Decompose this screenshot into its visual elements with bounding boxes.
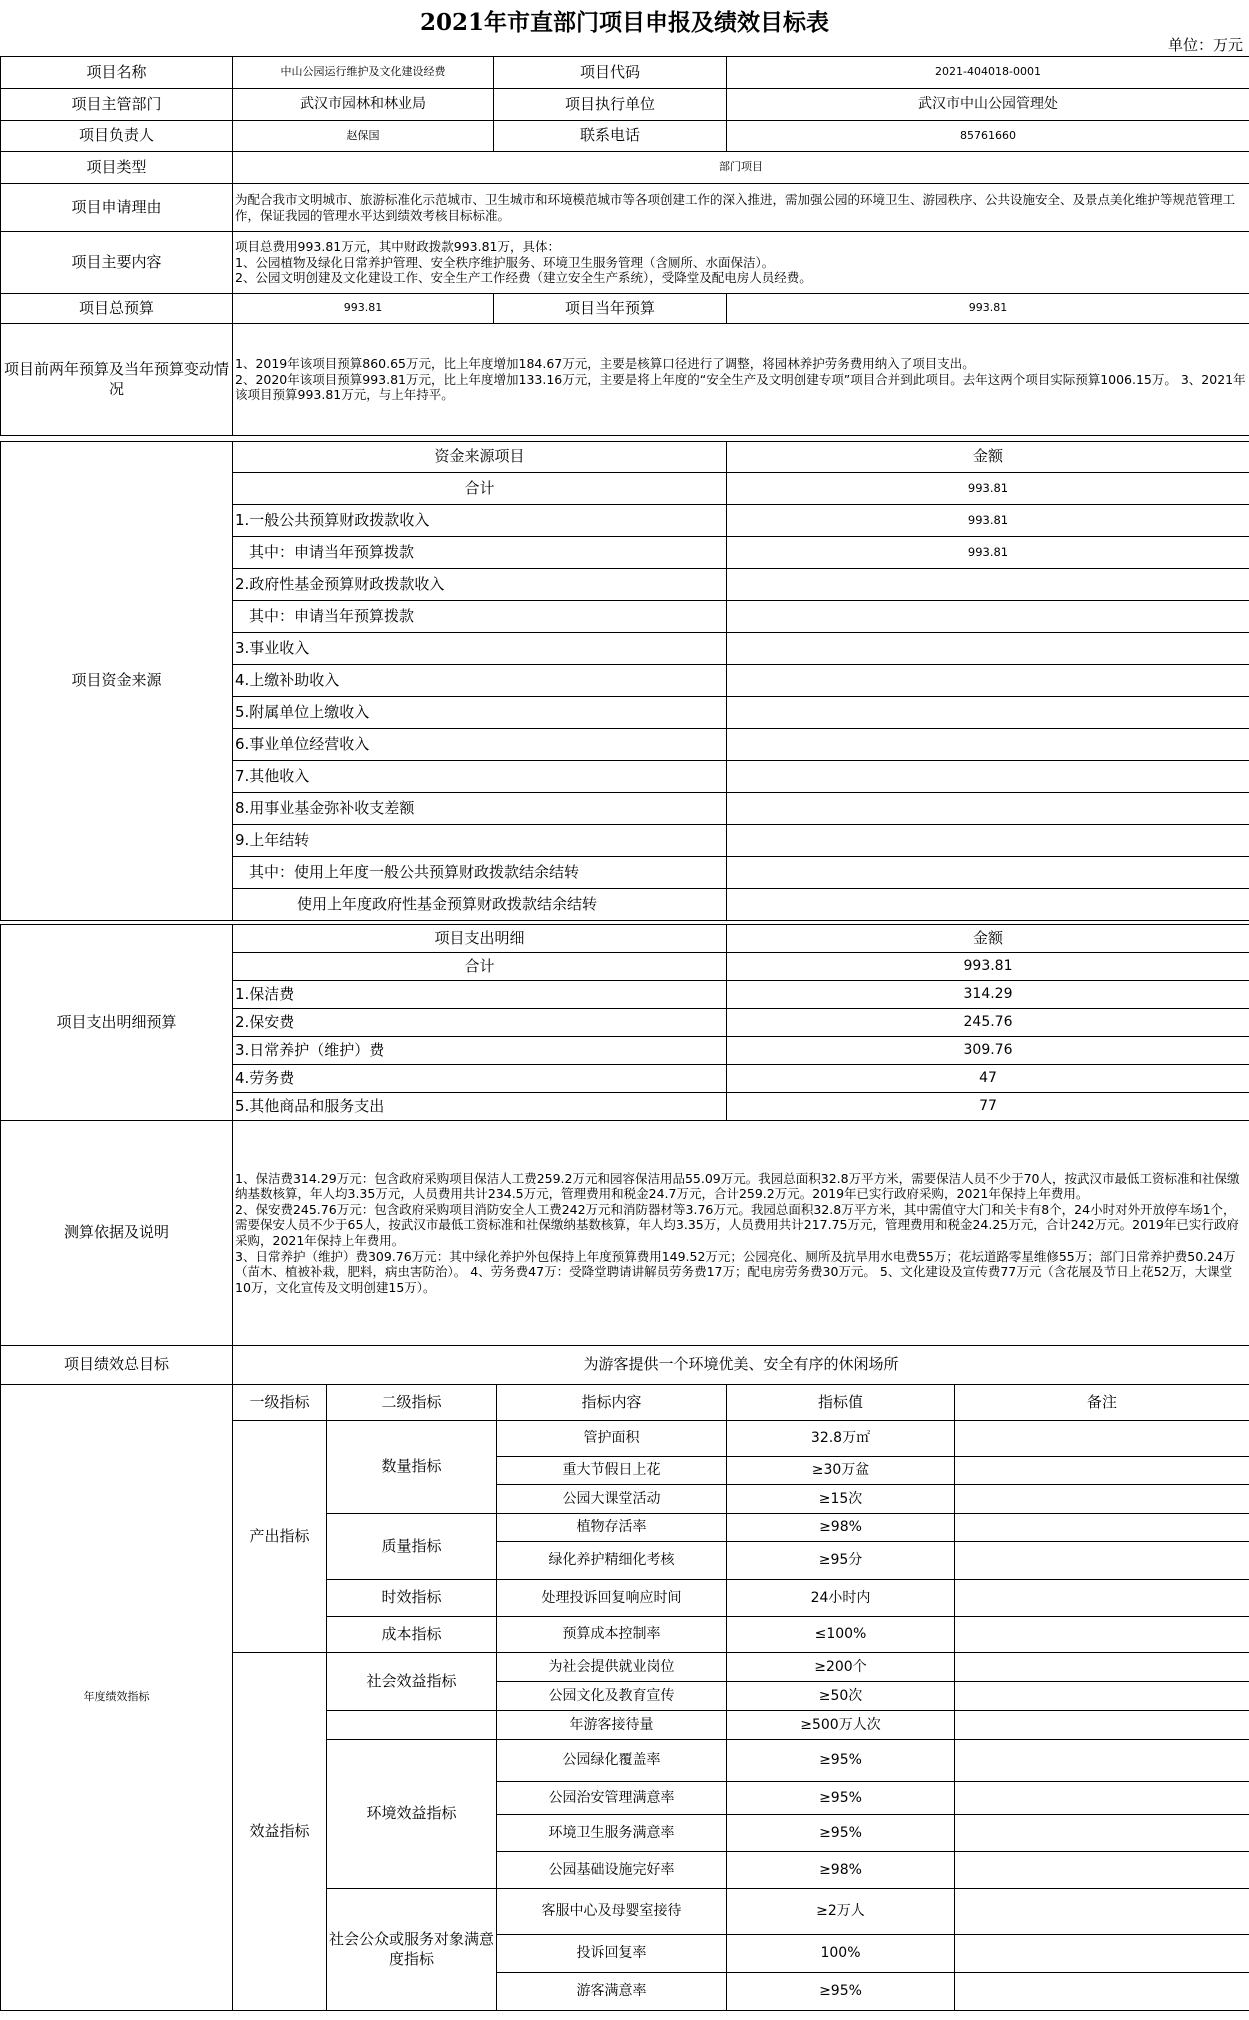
indicator-value: 32.8万㎡ [727,1421,955,1457]
exec-value: 武汉市中山公园管理处 [727,89,1249,121]
expense-amount: 245.76 [727,1009,1249,1037]
project-info-table [0,56,1249,436]
indicator-content: 年游客接待量 [497,1711,727,1740]
budget-label: 项目总预算 [1,294,233,324]
level2-quantity: 数量指标 [327,1421,497,1514]
funding-header-item: 资金来源项目 [233,442,727,473]
indicator-note [955,1653,1249,1682]
funding-item: 6.事业单位经营收入 [233,729,727,761]
content-label: 项目主要内容 [1,232,233,294]
header-value: 指标值 [727,1385,955,1421]
phone-label: 联系电话 [494,121,727,152]
indicator-value: ≥98% [727,1852,955,1889]
funding-amount [727,729,1249,761]
level2-empty [327,1711,497,1740]
code-value: 2021-404018-0001 [727,57,1249,89]
funding-amount [727,601,1249,633]
funding-amount [727,665,1249,697]
expense-header-amount: 金额 [727,925,1249,953]
funding-item: 8.用事业基金弥补收支差额 [233,793,727,825]
expense-item: 5.其他商品和服务支出 [233,1093,727,1121]
content-value: 项目总费用993.81万元，其中财政拨款993.81万，具体： 1、公园植物及绿化日常养护管理、安全秩序维护服务、环境卫生服务管理（含厕所、水面保洁）。 2、公园文明创建及文化建设工作、安全生产工作经费（建立安全生产系统），受降堂及配电房人员经费。 [233,232,1249,294]
indicators-table [0,1384,1249,2011]
funding-item: 合计 [233,473,727,505]
expense-item: 合计 [233,953,727,981]
expense-table [0,924,1249,1121]
funding-item: 其中：申请当年预算拨款 [233,537,727,569]
expense-label: 项目支出明细预算 [1,925,233,1121]
indicator-value: ≥30万盆 [727,1457,955,1485]
indicator-note [955,1711,1249,1740]
indicator-value: ≥98% [727,1514,955,1542]
phone-value: 85761660 [727,121,1249,152]
type-label: 项目类型 [1,152,233,184]
indicator-value: ≤100% [727,1617,955,1653]
indicator-content: 公园绿化覆盖率 [497,1740,727,1782]
expense-amount: 47 [727,1065,1249,1093]
indicator-note [955,1782,1249,1815]
funding-item: 4.上缴补助收入 [233,665,727,697]
level2-cost: 成本指标 [327,1617,497,1653]
change-label: 项目前两年预算及当年预算变动情况 [1,324,233,436]
indicator-value: ≥200个 [727,1653,955,1682]
indicator-content: 公园大课堂活动 [497,1485,727,1514]
indicator-value: ≥95% [727,1782,955,1815]
funding-amount [727,697,1249,729]
indicator-note [955,1617,1249,1653]
indicator-value: ≥50次 [727,1682,955,1711]
header-level2: 二级指标 [327,1385,497,1421]
expense-amount: 77 [727,1093,1249,1121]
budget-value: 993.81 [233,294,494,324]
expense-amount: 314.29 [727,981,1249,1009]
indicator-note [955,1485,1249,1514]
funding-item: 使用上年度政府性基金预算财政拨款结余结转 [233,889,727,921]
indicator-value: ≥95分 [727,1542,955,1580]
funding-amount [727,889,1249,921]
funding-amount [727,761,1249,793]
code-label: 项目代码 [494,57,727,89]
funding-item: 其中：申请当年预算拨款 [233,601,727,633]
year-budget-value: 993.81 [727,294,1249,324]
indicator-note [955,1457,1249,1485]
change-value: 1、2019年该项目预算860.65万元，比上年度增加184.67万元，主要是核算口径进行了调整，将园林养护劳务费用纳入了项目支出。 2、2020年该项目预算993.81万元，比上年度增加133.16万元，主要是将上年度的“安全生产及文明创建专项”项目合并到此项目。去年这两个项目实际预算1006.15万。 3、2021年该项目预算993.81万元，与上年持平。 [233,324,1249,436]
type-value: 部门项目 [233,152,1249,184]
indicator-content: 绿化养护精细化考核 [497,1542,727,1580]
funding-amount [727,793,1249,825]
indicator-content: 环境卫生服务满意率 [497,1815,727,1852]
funding-header-row [1,442,1249,473]
indicators-label: 年度绩效指标 [1,1385,233,2011]
indicator-content: 植物存活率 [497,1514,727,1542]
indicator-value: ≥95% [727,1973,955,2011]
funding-table [0,441,1249,921]
indicator-note [955,1973,1249,2011]
leader-label: 项目负责人 [1,121,233,152]
funding-amount: 993.81 [727,473,1249,505]
indicator-value: 24小时内 [727,1580,955,1617]
header-level1: 一级指标 [233,1385,327,1421]
dept-value: 武汉市园林和林业局 [233,89,494,121]
dept-label: 项目主管部门 [1,89,233,121]
indicator-value: ≥15次 [727,1485,955,1514]
basis-table [0,1120,1249,1385]
funding-amount [727,857,1249,889]
indicator-content: 公园基础设施完好率 [497,1852,727,1889]
funding-item: 1.一般公共预算财政拨款收入 [233,505,727,537]
funding-item: 7.其他收入 [233,761,727,793]
header-content: 指标内容 [497,1385,727,1421]
indicator-content: 公园文化及教育宣传 [497,1682,727,1711]
funding-header-amount: 金额 [727,442,1249,473]
leader-value: 赵保国 [233,121,494,152]
level2-timeliness: 时效指标 [327,1580,497,1617]
reason-value: 为配合我市文明城市、旅游标准化示范城市、卫生城市和环境模范城市等各项创建工作的深入推进，需加强公园的环境卫生、游园秩序、公共设施安全、及景点美化维护等规范管理工作，保证我园的管理水平达到绩效考核目标标准。 [233,184,1249,232]
indicator-content: 重大节假日上花 [497,1457,727,1485]
indicator-note [955,1542,1249,1580]
year-budget-label: 项目当年预算 [494,294,727,324]
indicator-note [955,1740,1249,1782]
level2-satisfaction: 社会公众或服务对象满意度指标 [327,1889,497,2011]
indicator-content: 处理投诉回复响应时间 [497,1580,727,1617]
exec-label: 项目执行单位 [494,89,727,121]
level1-effect: 效益指标 [233,1653,327,2011]
indicator-header-row [1,1385,1249,1421]
indicator-note [955,1580,1249,1617]
indicator-note [955,1514,1249,1542]
level1-output: 产出指标 [233,1421,327,1653]
indicator-content: 管护面积 [497,1421,727,1457]
expense-header-row [1,925,1249,953]
indicator-value: ≥95% [727,1815,955,1852]
expense-amount: 993.81 [727,953,1249,981]
funding-item: 2.政府性基金预算财政拨款收入 [233,569,727,601]
expense-item: 3.日常养护（维护）费 [233,1037,727,1065]
indicator-content: 公园治安管理满意率 [497,1782,727,1815]
indicator-value: ≥500万人次 [727,1711,955,1740]
unit-label: 单位：万元 [1167,36,1243,54]
funding-item: 3.事业收入 [233,633,727,665]
indicator-content: 投诉回复率 [497,1935,727,1973]
page-title: 2021年市直部门项目申报及绩效目标表 [419,9,829,36]
expense-item: 4.劳务费 [233,1065,727,1093]
funding-item: 其中：使用上年度一般公共预算财政拨款结余结转 [233,857,727,889]
level2-environment: 环境效益指标 [327,1740,497,1889]
indicator-note [955,1889,1249,1935]
name-value: 中山公园运行维护及文化建设经费 [233,57,494,89]
indicator-note [955,1852,1249,1889]
goal-label: 项目绩效总目标 [1,1346,233,1385]
funding-amount [727,633,1249,665]
funding-item: 5.附属单位上缴收入 [233,697,727,729]
level2-social: 社会效益指标 [327,1653,497,1711]
expense-amount: 309.76 [727,1037,1249,1065]
indicator-note [955,1815,1249,1852]
funding-amount [727,825,1249,857]
indicator-value: 100% [727,1935,955,1973]
header-note: 备注 [955,1385,1249,1421]
expense-header-item: 项目支出明细 [233,925,727,953]
name-label: 项目名称 [1,57,233,89]
indicator-value: ≥2万人 [727,1889,955,1935]
funding-label: 项目资金来源 [1,442,233,921]
expense-item: 1.保洁费 [233,981,727,1009]
indicator-note [955,1935,1249,1973]
basis-label: 测算依据及说明 [1,1121,233,1346]
indicator-note [955,1682,1249,1711]
indicator-content: 客服中心及母婴室接待 [497,1889,727,1935]
reason-label: 项目申请理由 [1,184,233,232]
indicator-value: ≥95% [727,1740,955,1782]
indicator-content: 游客满意率 [497,1973,727,2011]
indicator-note [955,1421,1249,1457]
goal-value: 为游客提供一个环境优美、安全有序的休闲场所 [233,1346,1249,1385]
expense-item: 2.保安费 [233,1009,727,1037]
funding-amount: 993.81 [727,537,1249,569]
indicator-content: 为社会提供就业岗位 [497,1653,727,1682]
funding-amount [727,569,1249,601]
funding-item: 9.上年结转 [233,825,727,857]
funding-amount: 993.81 [727,505,1249,537]
level2-quality: 质量指标 [327,1514,497,1580]
basis-text: 1、保洁费314.29万元：包含政府采购项目保洁人工费259.2万元和园容保洁用品55.09万元。我园总面积32.8万平方米，需要保洁人员不少于70人，按武汉市最低工资标准和社保缴纳基数核算，年人均3.35万元，人员费用共计234.5万元，管理费用和税金24.7万元，合计259.2万元。2019年已实行政府采购，2021年保持上年费用。 2、保安费245.76万元：包含政府采购项目消防安全人工费242万元和消防器材等3.76万元。我园总面积32.8万平方米，其中需值守大门和关卡有8个，24小时对外开放停车场1个，需要保安人员不少于65人，按武汉市最低工资标准和社保缴纳基数核算，年人均3.35万，人员费用共计217.75万元，管理费用和税金24.25万元，合计242万元。2019年已实行政府采购，2021年保持上年费用。 3、日常养护（维护）费309.76万元：其中绿化养护外包保持上年度预算费用149.52万元；公园亮化、厕所及抗旱用水电费55万；花坛道路零星维修55万；部门日常养护费50.24万（苗木、植被补栽，肥料，病虫害防治）。 4、劳务费47万：受降堂聘请讲解员劳务费17万；配电房劳务费30万元。 5、文化建设及宣传费77万元（含花展及节日上花52万，大课堂10万，文化宣传及文明创建15万）。 [233,1121,1249,1346]
indicator-content: 预算成本控制率 [497,1617,727,1653]
